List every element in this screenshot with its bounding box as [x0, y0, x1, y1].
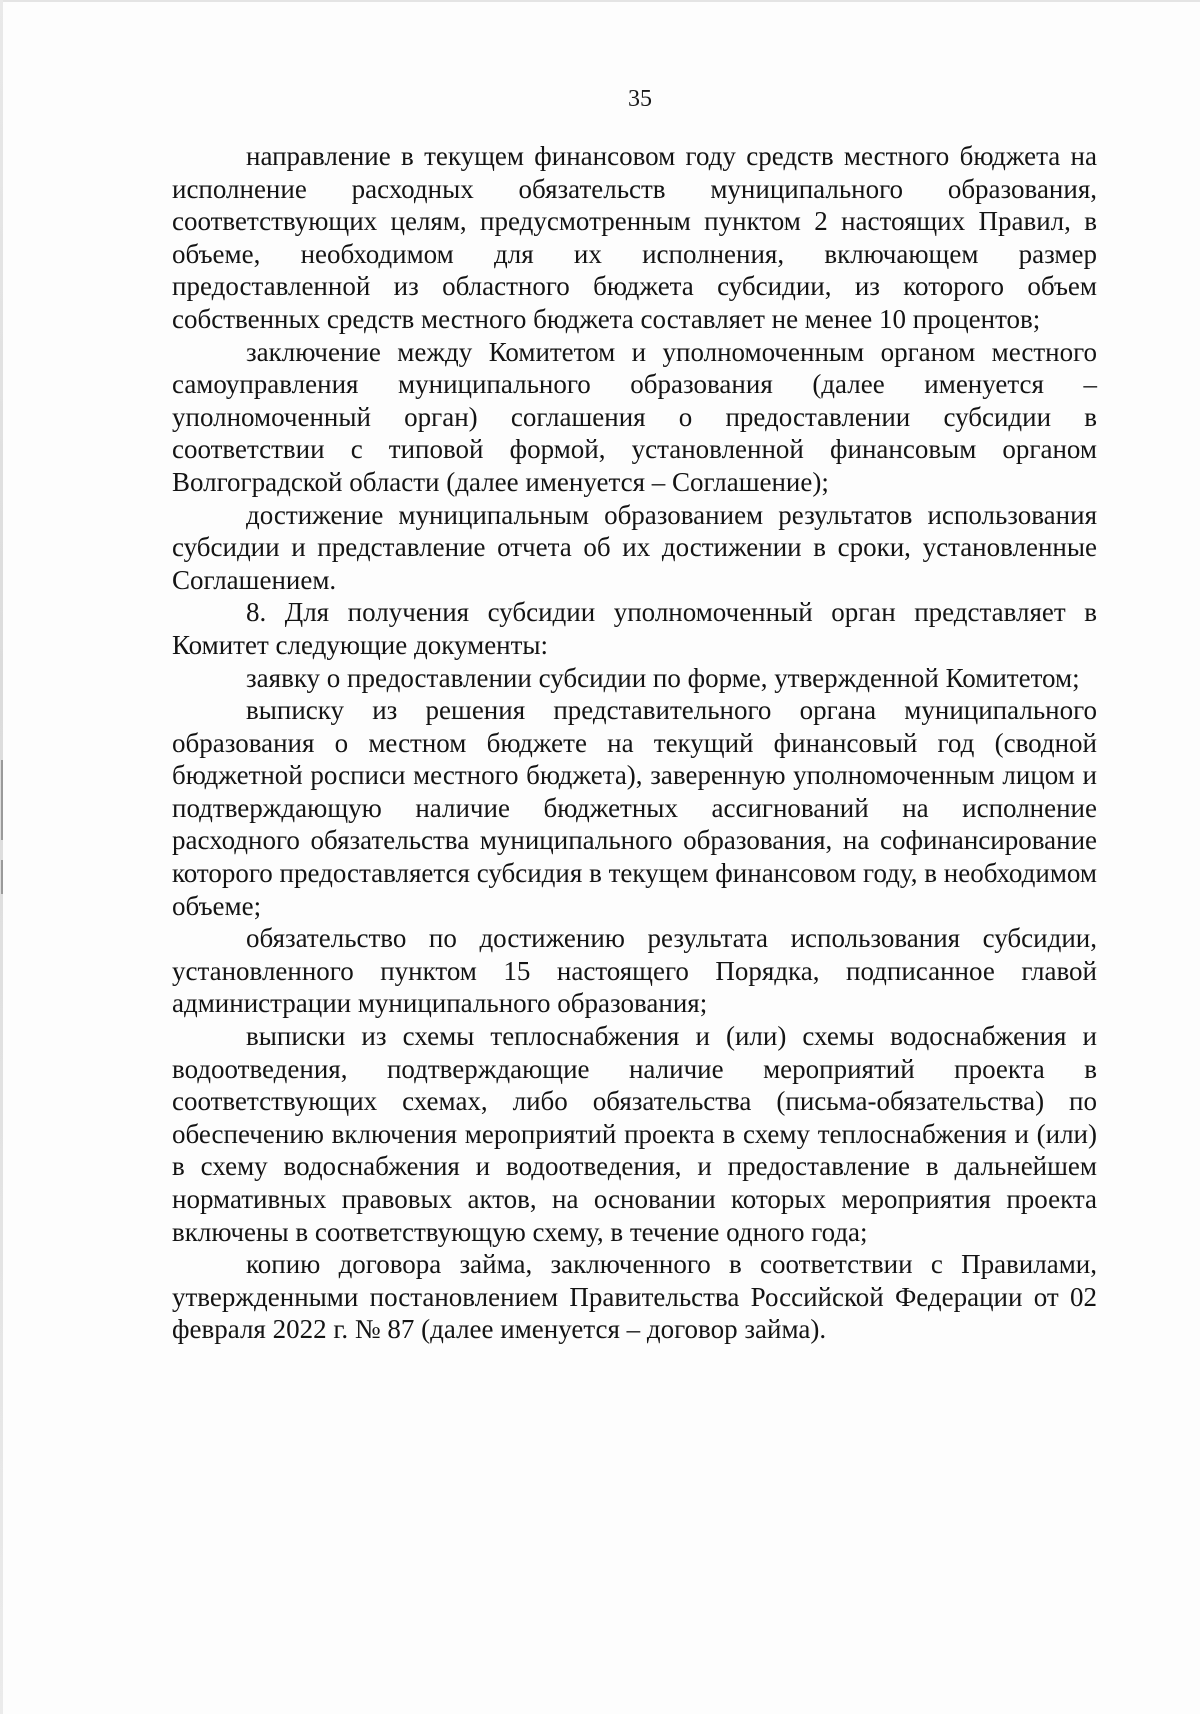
paragraph: выписки из схемы теплоснабжения и (или) схемы водоснабжения и водоотведения, подтверждающие наличие мероприятий проекта в соответствующих схемах, либо обязательства (письма-обязательства) по обеспечению включения мероприятий проекта в схему теплоснабжения и (или) в схему водоснабжения и водоотведения, и предоставление в дальнейшем нормативных правовых актов, на основании которых мероприятия проекта включены в соответствующую схему, в течение одного года; — [172, 1021, 1097, 1247]
paragraph: направление в текущем финансовом году средств местного бюджета на исполнение расходных обязательств муниципального образования, соответствующих целям, предусмотренным пунктом 2 настоящих Правил, в объеме, необходимом для их исполнения, включающем размер предоставленной из областного бюджета субсидии, из которого объем собственных средств местного бюджета составляет не менее 10 процентов; — [172, 141, 1097, 334]
scan-margin-mark — [1, 860, 3, 894]
paragraph: 8. Для получения субсидии уполномоченный орган представляет в Комитет следующие документы: — [172, 597, 1097, 660]
page-number: 35 — [628, 86, 652, 112]
paragraph: выписку из решения представительного органа муниципального образования о местном бюджете на текущий финансовый год (сводной бюджетной росписи местного бюджета), заверенную уполномоченным лицом и подтверждающую наличие бюджетных ассигнований на исполнение расходного обязательства муниципального образования, на софинансирование которого предоставляется субсидия в текущем финансовом году, в необходимом объеме; — [172, 695, 1097, 921]
paragraph: обязательство по достижению результата использования субсидии, установленного пунктом 15 настоящего Порядка, подписанное главой администрации муниципального образования; — [172, 923, 1097, 1019]
paragraph: заявку о предоставлении субсидии по форме, утвержденной Комитетом; — [246, 662, 1080, 693]
paragraph: копию договора займа, заключенного в соответствии с Правилами, утвержденными постановлением Правительства Российской Федерации от 02 февраля 2022 г. № 87 (далее именуется – договор займа). — [172, 1249, 1097, 1345]
scan-edge-top — [0, 0, 1200, 2]
paragraph: достижение муниципальным образованием результатов использования субсидии и представление отчета об их достижении в сроки, установленные Соглашением. — [172, 499, 1097, 595]
scan-margin-mark — [1, 760, 3, 840]
document-body — [172, 140, 1097, 1346]
scan-edge-left — [0, 0, 3, 1714]
paragraph: заключение между Комитетом и уполномоченным органом местного самоуправления муниципального образования (далее именуется – уполномоченный орган) соглашения о предоставлении субсидии в соответствии с типовой формой, установленной финансовым органом Волгоградской области (далее именуется – Соглашение); — [172, 336, 1097, 497]
